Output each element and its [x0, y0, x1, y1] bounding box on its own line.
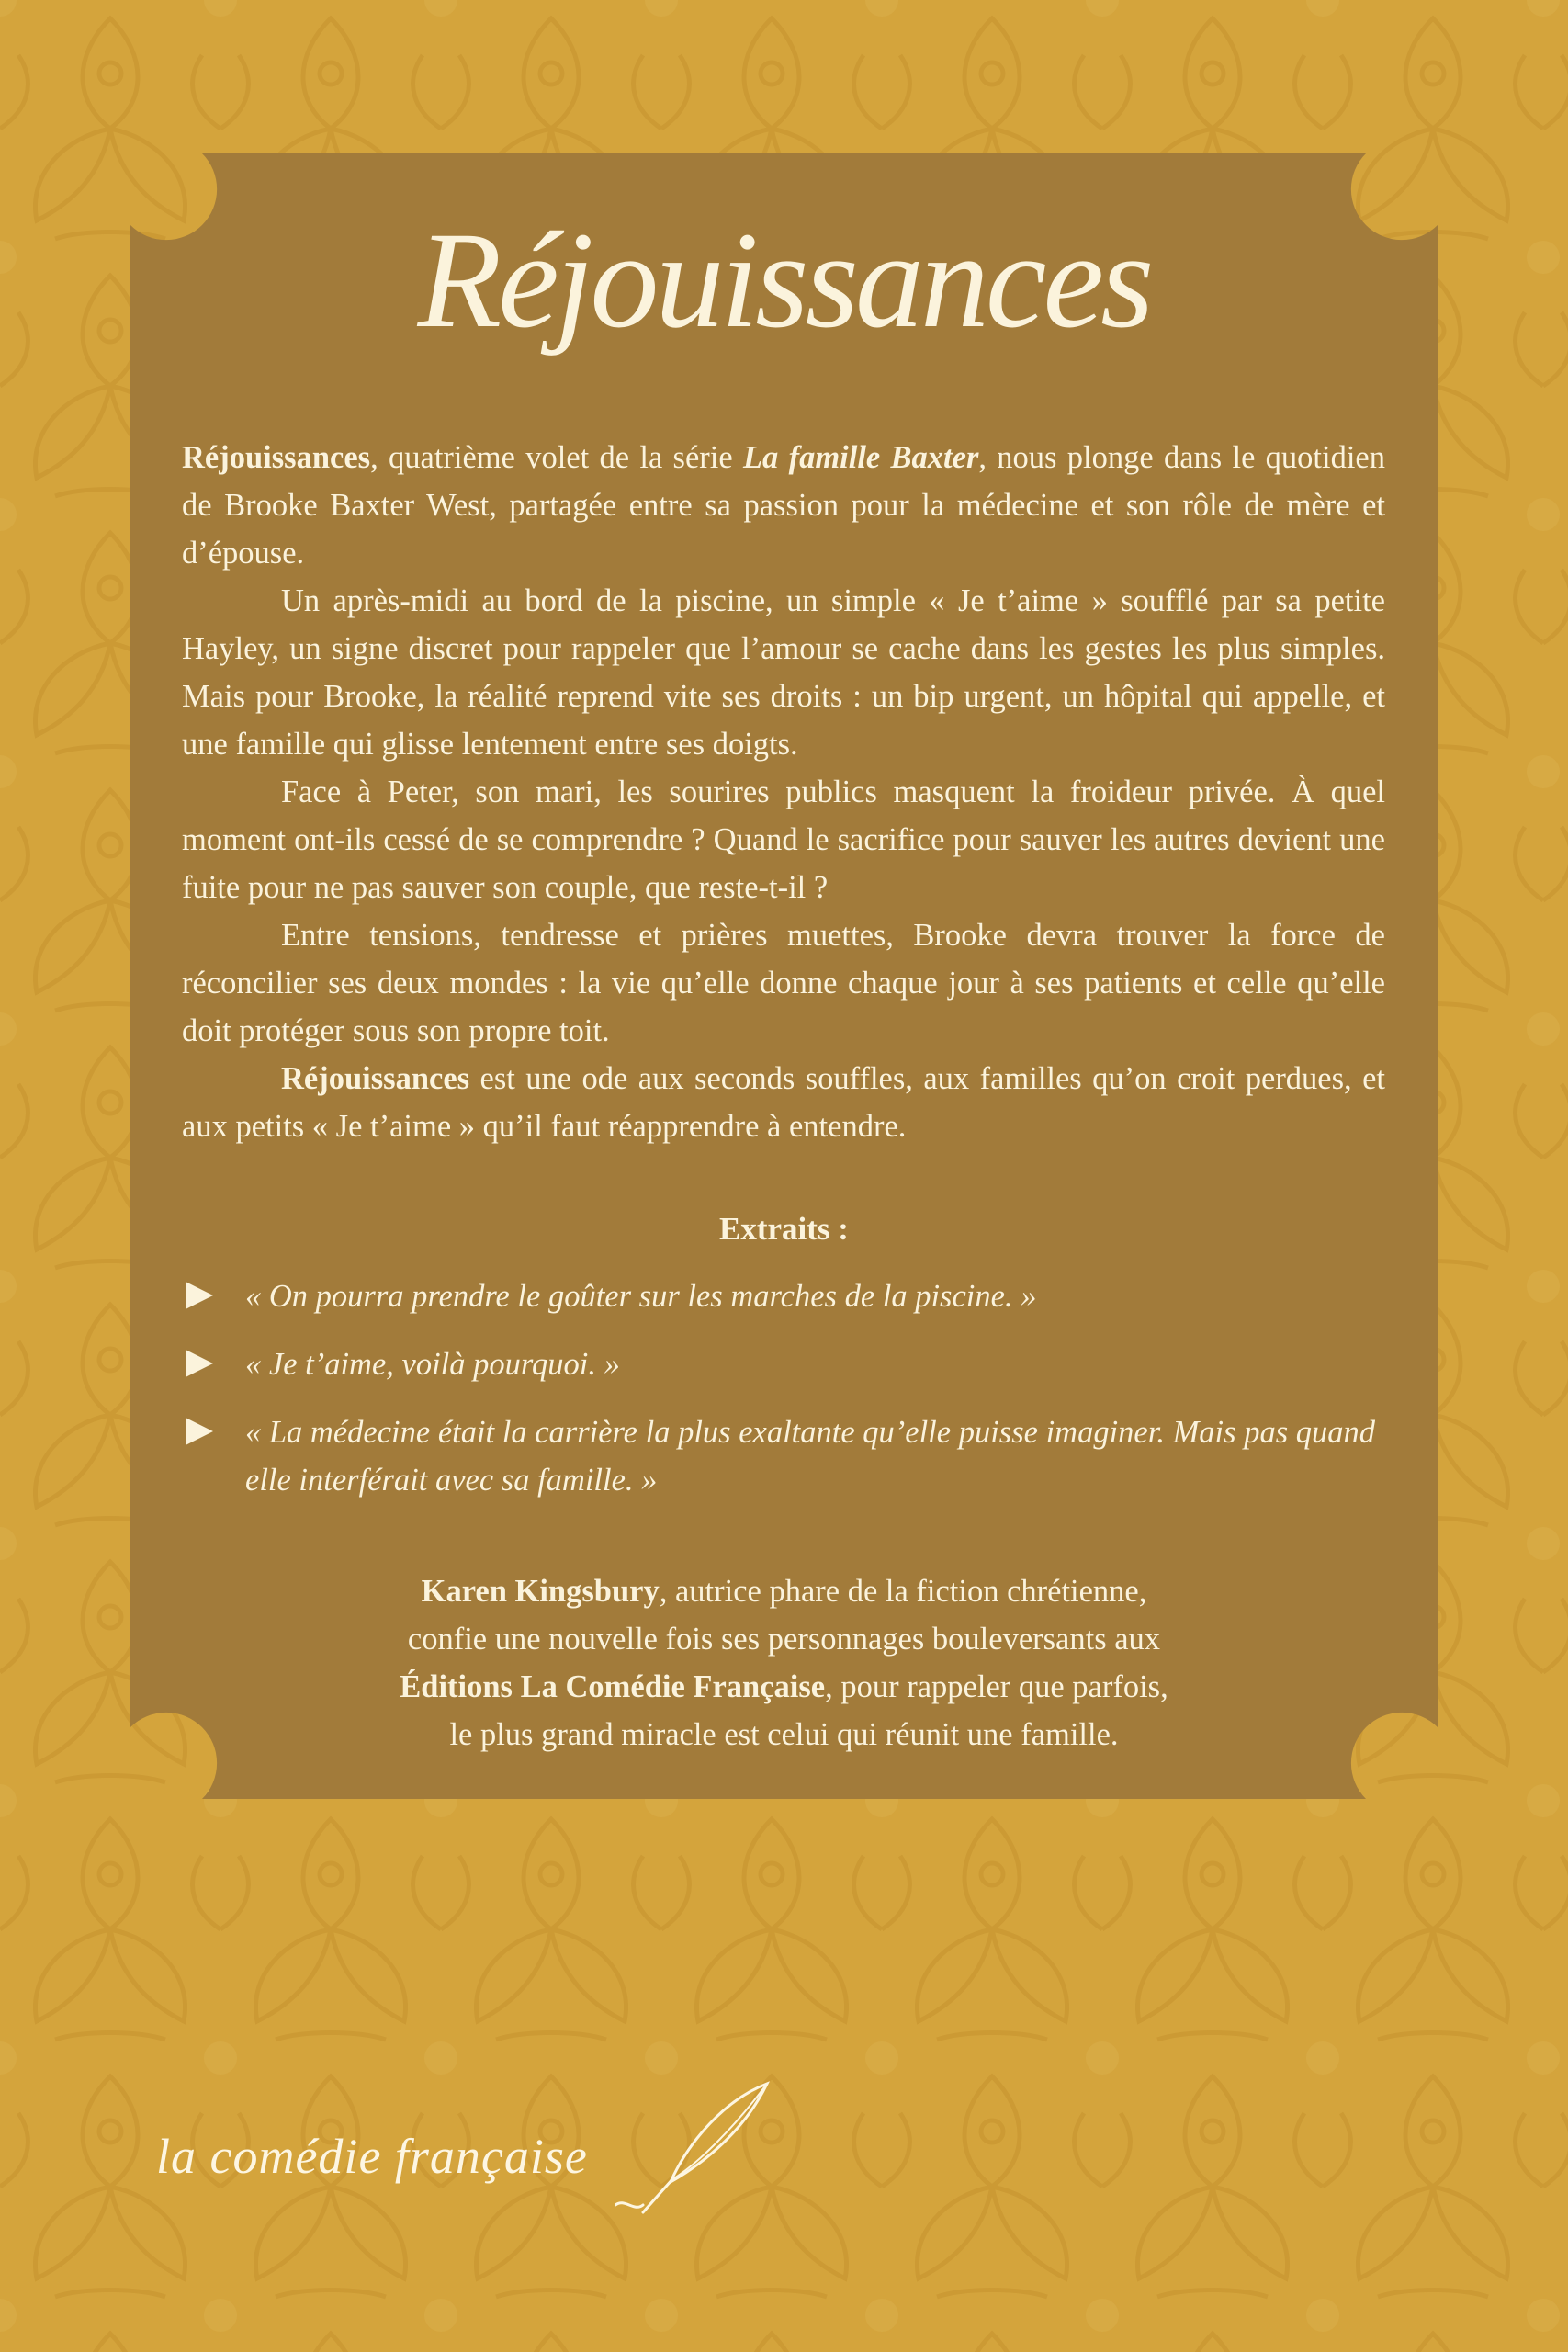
summary-paragraph	[182, 577, 1385, 768]
author-note	[129, 1567, 1439, 1758]
text-run: , quatrième volet de la série	[370, 440, 743, 475]
excerpt-quote: « Je t’aime, voilà pourquoi. »	[245, 1347, 620, 1382]
text-run: le plus grand miracle est celui qui réunit une famille.	[449, 1717, 1119, 1752]
emphasis-text: Réjouissances	[281, 1061, 470, 1096]
publisher-logo	[156, 2076, 781, 2251]
text-run: , nous plonge dans le quotidien de Brooke Baxter West, partagée entre sa passion pour la médecine et son rôle de mère et d’épouse.	[182, 440, 1385, 571]
emphasis-text: Karen Kingsbury	[421, 1574, 660, 1609]
text-run: Entre tensions, tendresse et prières muettes, Brooke devra trouver la force de réconcilier ses deux mondes : la vie qu’elle donne chaque jour à ses patients et celle qu’elle doit protéger sous son propre toit.	[182, 918, 1385, 1048]
emphasis-text: Réjouissances	[182, 440, 371, 475]
excerpt-item	[182, 1408, 1385, 1504]
excerpt-item	[182, 1272, 1385, 1320]
summary-paragraph	[182, 434, 1385, 577]
text-run: , autrice phare de la fiction chrétienne,	[659, 1574, 1147, 1609]
author-note-line	[129, 1711, 1439, 1758]
book-summary	[182, 434, 1385, 1150]
text-run: , pour rappeler que parfois,	[825, 1669, 1168, 1704]
bullet-arrow-icon	[186, 1350, 213, 1377]
book-title: Réjouissances	[417, 204, 1151, 356]
quill-icon	[615, 2076, 781, 2214]
bullet-arrow-icon	[186, 1418, 213, 1445]
summary-paragraph	[182, 911, 1385, 1055]
excerpt-quote: « La médecine était la carrière la plus exaltante qu’elle puisse imaginer. Mais pas quand elle interférait avec sa famille. »	[245, 1415, 1375, 1498]
summary-paragraph	[182, 1055, 1385, 1150]
text-run: est une ode aux seconds souffles, aux familles qu’on croit perdues, et aux petits « Je t’aime » qu’il faut réapprendre à entendre.	[182, 1061, 1385, 1144]
emphasis-text: Éditions La Comédie Française	[400, 1669, 826, 1704]
emphasis-text: La famille Baxter	[742, 440, 979, 475]
excerpt-list	[182, 1272, 1385, 1524]
bullet-arrow-icon	[186, 1282, 213, 1309]
author-note-line	[129, 1615, 1439, 1663]
publisher-logo-text: la comédie française	[156, 2129, 588, 2184]
excerpts-heading: Extraits :	[719, 1211, 849, 1247]
author-note-line	[129, 1567, 1439, 1615]
text-run: Un après-midi au bord de la piscine, un simple « Je t’aime » soufflé par sa petite Hayley, un signe discret pour rappeler que l’amour se cache dans les gestes les plus simples. Mais pour Brooke, la réalité reprend vite ses droits : un bip urgent, un hôpital qui appelle, et une famille qui glisse lentement entre ses doigts.	[182, 583, 1385, 762]
text-run: Face à Peter, son mari, les sourires publics masquent la froideur privée. À quel moment ont-ils cessé de se comprendre ? Quand le sacrifice pour sauver les autres devient une fuite pour ne pas sauver son couple, que reste-t-il ?	[182, 775, 1385, 905]
author-note-line	[129, 1663, 1439, 1711]
summary-paragraph	[182, 768, 1385, 911]
text-run: confie une nouvelle fois ses personnages bouleversants aux	[407, 1622, 1161, 1657]
excerpt-quote: « On pourra prendre le goûter sur les marches de la piscine. »	[245, 1279, 1037, 1314]
excerpt-item	[182, 1340, 1385, 1388]
